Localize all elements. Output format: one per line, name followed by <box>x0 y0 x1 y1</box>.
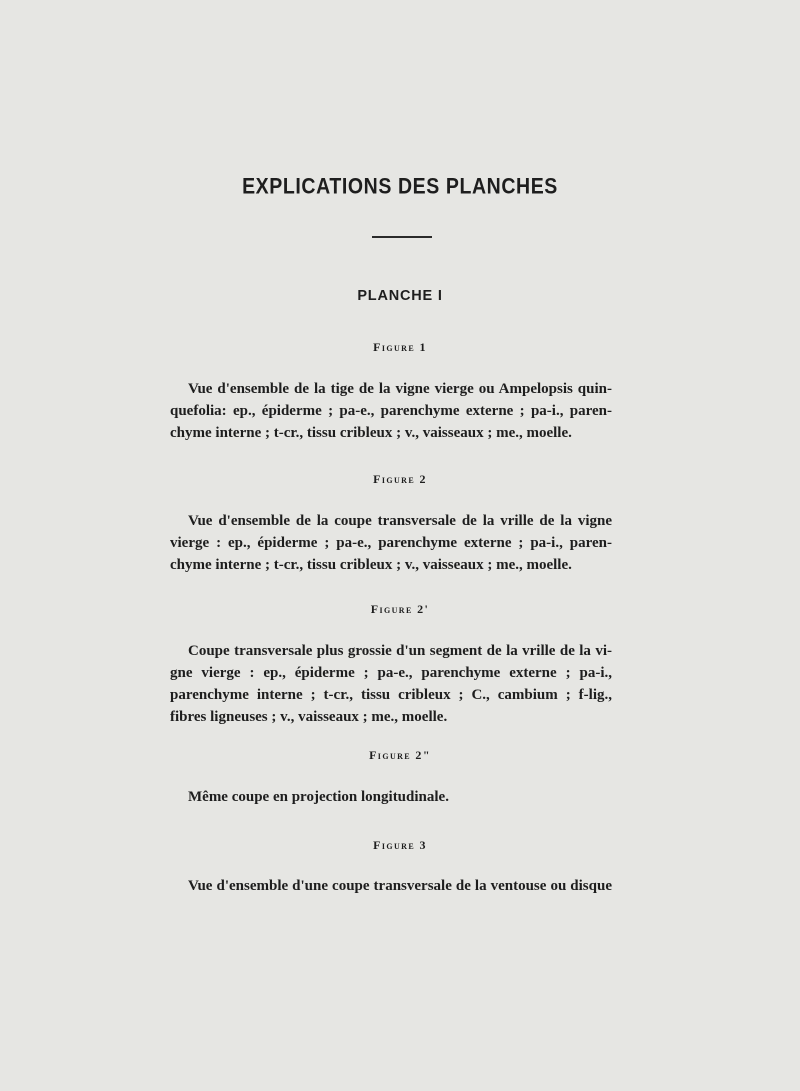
caption-line: Vue d'ensemble de la tige de la vigne vierge ou Ampelopsis quin- <box>188 381 612 397</box>
figure-2second-heading: Figure 2" <box>369 748 431 762</box>
planche-heading: PLANCHE I <box>357 288 443 304</box>
figure-2-heading: Figure 2 <box>373 472 427 486</box>
caption-line: Même coupe en projection longitudinale. <box>188 789 449 805</box>
figure-2-caption <box>170 510 612 576</box>
figure-1-heading: Figure 1 <box>373 340 427 354</box>
caption-line: quefolia: ep., épiderme ; pa-e., parenchyme externe ; pa-i., paren- <box>170 403 612 419</box>
figure-3-heading: Figure 3 <box>373 838 427 852</box>
caption-line: parenchyme interne ; t-cr., tissu cribleux ; C., cambium ; f-lig., <box>170 687 612 703</box>
caption-line: Vue d'ensemble d'une coupe transversale de la ventouse ou disque <box>188 878 612 894</box>
title-divider <box>372 236 432 238</box>
caption-line: Coupe transversale plus grossie d'un segment de la vrille de la vi- <box>188 643 612 659</box>
figure-2prime-heading: Figure 2' <box>370 602 430 616</box>
caption-line: Vue d'ensemble de la coupe transversale de la vrille de la vigne <box>188 513 612 529</box>
page-title: EXPLICATIONS DES PLANCHES <box>242 174 558 200</box>
caption-line: chyme interne ; t-cr., tissu cribleux ; v., vaisseaux ; me., moelle. <box>170 425 572 441</box>
figure-1-caption <box>170 378 612 444</box>
figure-2prime-caption <box>170 640 612 728</box>
caption-line: vierge : ep., épiderme ; pa-e., parenchyme externe ; pa-i., paren- <box>170 535 612 551</box>
caption-line: gne vierge : ep., épiderme ; pa-e., parenchyme externe ; pa-i., <box>170 665 612 681</box>
caption-line: fibres ligneuses ; v., vaisseaux ; me., moelle. <box>170 709 448 725</box>
caption-line: chyme interne ; t-cr., tissu cribleux ; v., vaisseaux ; me., moelle. <box>170 557 572 573</box>
figure-3-caption <box>170 875 612 897</box>
figure-2second-caption <box>170 786 612 808</box>
